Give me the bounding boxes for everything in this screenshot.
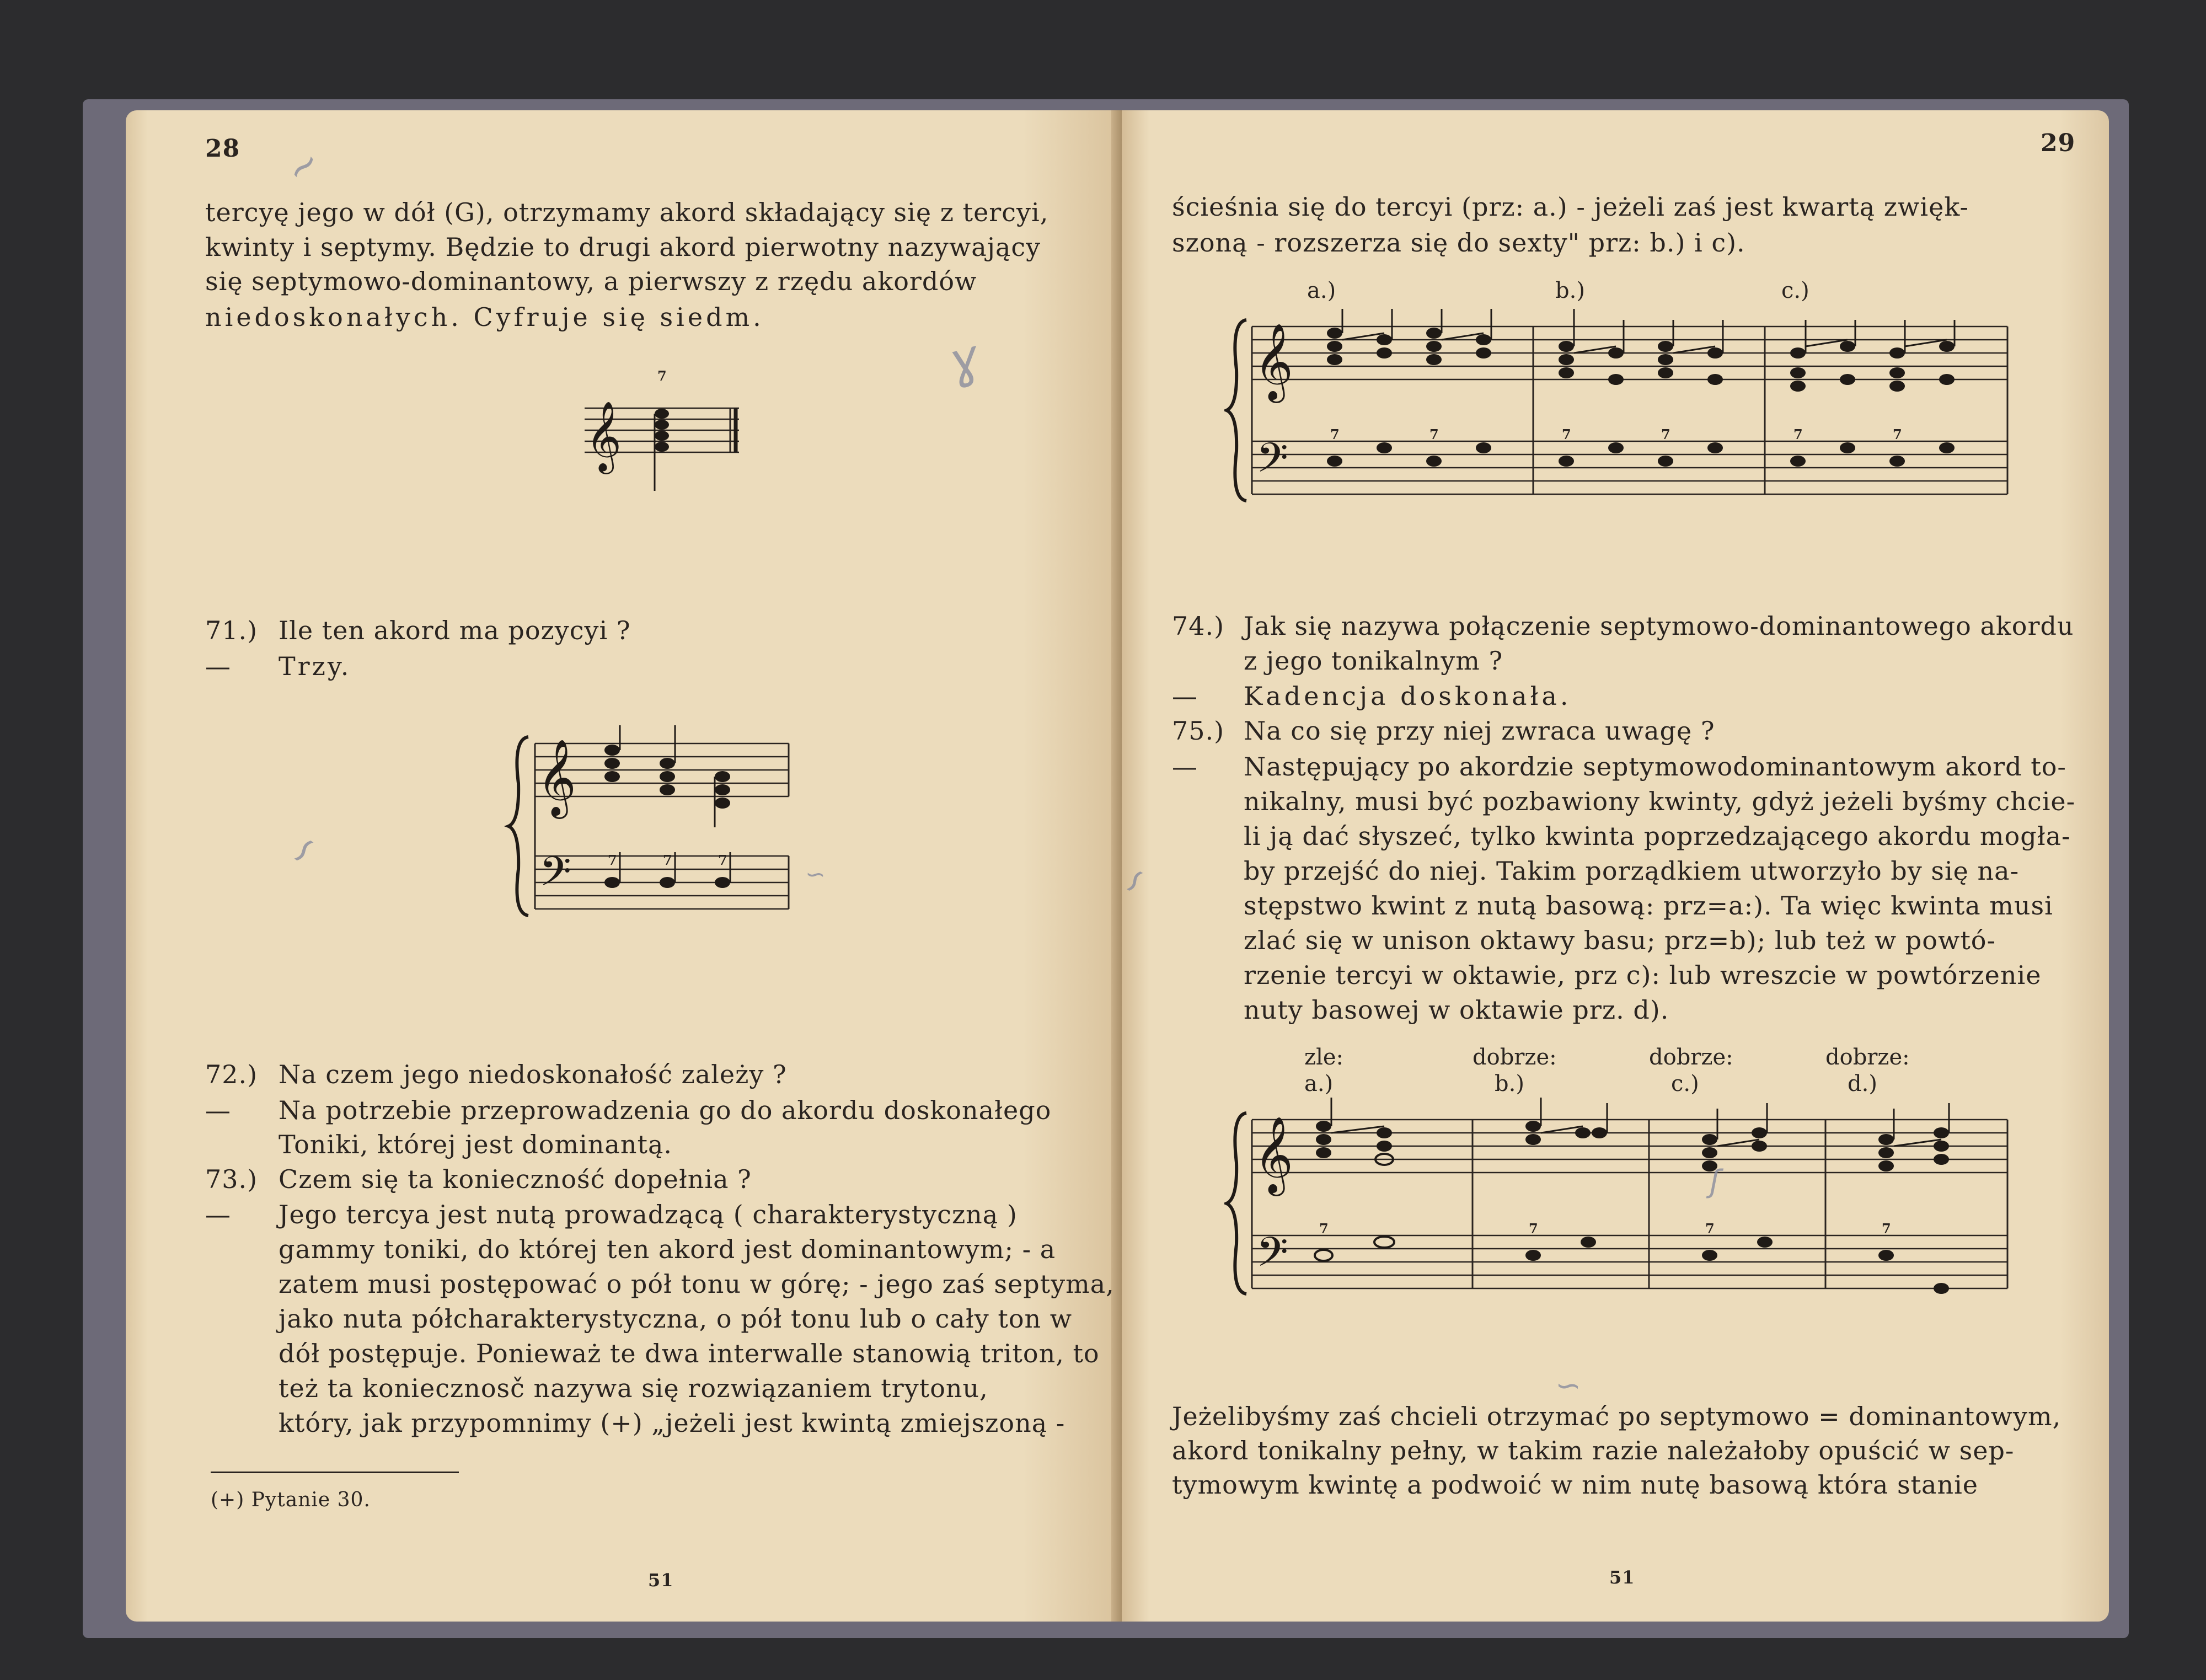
q73-answer-line-4: jako nuta półcharakterystyczna, o pół tonu lub o cały ton w	[279, 1304, 1073, 1334]
q72-answer-line-1: Na potrzebie przeprowadzenia go do akordu doskonałego	[279, 1095, 1052, 1125]
q73-answer-line-2: gammy toniki, do której ten akord jest dominantowym; - a	[279, 1234, 1056, 1264]
pencil-annotation: ʃ	[1710, 1164, 1720, 1200]
q75-answer-line-5: stępstwo kwint z nutą basową: prz=a:). Ta więc kwinta musi	[1244, 891, 2053, 921]
right-bottom-line-2: akord tonikalny pełny, w takim razie należałoby opuścić w sep-	[1172, 1436, 2015, 1465]
footnote: (+) Pytanie 30.	[211, 1489, 371, 1511]
right-bottom-line-3: tymowym kwintę a podwoić w nim nutę basową która stanie	[1172, 1470, 1979, 1500]
q74-answer: Kadencja doskonała.	[1244, 681, 1572, 711]
q75-answer-line-2: nikalny, musi być pozbawiony kwinty, gdyż jeżeli byśmy chcie-	[1244, 787, 2076, 816]
right-bottom-line-1: Jeżelibyśmy zaś chcieli otrzymać po septymowo = dominantowym,	[1172, 1401, 2062, 1431]
q72-answer-line-2: Toniki, której jest dominantą.	[279, 1130, 673, 1159]
svg-text:7: 7	[718, 852, 727, 868]
svg-text:7: 7	[1793, 426, 1803, 442]
q75-answer-line-1: Następujący po akordzie septymowodominantowym akord to-	[1244, 752, 2066, 782]
example1-label-c: c.)	[1781, 278, 1809, 303]
svg-text:7: 7	[1319, 1221, 1329, 1237]
svg-text:𝄢: 𝄢	[1256, 434, 1288, 492]
music-example-tritone-resolution	[1224, 276, 2030, 518]
svg-text:7: 7	[1893, 426, 1902, 442]
svg-text:𝄞: 𝄞	[586, 400, 622, 471]
pencil-annotation: ~	[276, 138, 330, 194]
pencil-annotation: ɣ	[941, 328, 986, 392]
left-intro-line-2: kwinty i septymy. Będzie to drugi akord pierwotny nazywający	[205, 232, 1041, 262]
q74-number: 74.)	[1172, 611, 1225, 641]
pencil-annotation: ∽	[805, 860, 826, 889]
example2-label-a-top: zle:	[1304, 1045, 1344, 1070]
q71-dash: —	[205, 651, 231, 681]
example1-label-b: b.)	[1555, 278, 1585, 303]
example2-label-b-top: dobrze:	[1473, 1045, 1557, 1070]
svg-text:7: 7	[1562, 426, 1571, 442]
svg-text:𝄞: 𝄞	[1254, 323, 1293, 400]
svg-text:7: 7	[1429, 426, 1439, 442]
svg-text:𝄞: 𝄞	[537, 739, 576, 816]
q75-answer-line-8: nuty basowej w oktawie prz. d).	[1244, 995, 1669, 1025]
q72-number: 72.)	[205, 1060, 258, 1089]
footnote-rule	[211, 1472, 459, 1473]
q74-dash: —	[1172, 681, 1198, 711]
q72-dash: —	[205, 1095, 231, 1125]
q72-question: Na czem jego niedoskonałość zależy ?	[279, 1060, 787, 1089]
q74-question-line-1: Jak się nazywa połączenie septymowo-dominantowego akordu	[1244, 611, 2074, 641]
svg-text:𝄢: 𝄢	[1256, 1228, 1288, 1286]
example1-label-a: a.)	[1307, 278, 1336, 303]
svg-text:7: 7	[1330, 426, 1340, 442]
q73-answer-line-3: zatem musi postępować o pół tonu w górę; - jego zaś septyma,	[279, 1269, 1115, 1299]
bottom-number-left: 51	[648, 1570, 674, 1591]
q71-question: Ile ten akord ma pozycyi ?	[279, 616, 631, 645]
q73-answer-line-5: dół postępuje. Ponieważ te dwa interwalle stanowią triton, to	[279, 1339, 1100, 1368]
svg-text:7: 7	[1705, 1221, 1715, 1237]
music-example-single-chord	[574, 364, 750, 502]
q75-question: Na co się przy niej zwraca uwagę ?	[1244, 716, 1715, 746]
svg-text:7: 7	[663, 852, 672, 868]
example2-label-d-sub: d.)	[1848, 1071, 1877, 1096]
example2-label-a-sub: a.)	[1304, 1071, 1334, 1096]
q71-number: 71.)	[205, 616, 258, 645]
example2-label-c-top: dobrze:	[1649, 1045, 1733, 1070]
pencil-annotation: ∽	[1109, 858, 1160, 904]
right-top-line-1: ścieśnia się do tercyi (prz: a.) - jeżeli zaś jest kwartą zwięk-	[1172, 192, 1969, 222]
music-example-three-positions	[496, 717, 805, 938]
svg-text:𝄢: 𝄢	[539, 848, 571, 906]
svg-text:7: 7	[1882, 1221, 1891, 1237]
q75-answer-line-7: rzenie tercyi w oktawie, prz c): lub wreszcie w powtórzenie	[1244, 960, 2042, 990]
pencil-annotation: ∽	[275, 823, 331, 876]
left-intro-line-1: tercyę jego w dół (G), otrzymamy akord składający się z tercyi,	[205, 197, 1049, 227]
q73-answer-line-7: który, jak przypomnimy (+) „jeżeli jest kwintą zmiejszoną -	[279, 1408, 1065, 1438]
q73-answer-line-1: Jego tercya jest nutą prowadzącą ( charakterystyczną )	[279, 1200, 1018, 1229]
svg-text:7: 7	[1529, 1221, 1538, 1237]
example2-label-b-sub: b.)	[1495, 1071, 1524, 1096]
example2-label-c-sub: c.)	[1671, 1071, 1699, 1096]
svg-text:7: 7	[608, 852, 617, 868]
page-number-right: 29	[2041, 129, 2076, 157]
q75-dash: —	[1172, 752, 1198, 782]
page-number-left: 28	[205, 135, 240, 163]
left-intro-line-4: niedoskonałych. Cyfruje się siedm.	[205, 302, 764, 332]
q75-answer-line-6: zlać się w unison oktawy basu; prz=b); lub też w powtó-	[1244, 925, 1996, 955]
right-top-line-2: szoną - rozszerza się do sexty" prz: b.) i c).	[1172, 228, 1745, 258]
q73-dash: —	[205, 1200, 231, 1229]
svg-text:𝄞: 𝄞	[1254, 1116, 1293, 1193]
q75-number: 75.)	[1172, 716, 1225, 746]
q75-answer-line-3: li ją dać słyszeć, tylko kwinta poprzedzającego akordu mogła-	[1244, 821, 2071, 851]
pencil-annotation: ∽	[1555, 1368, 1581, 1404]
bottom-number-right: 51	[1609, 1567, 1635, 1588]
q73-answer-line-6: też ta koniecznosč nazywa się rozwiązaniem trytonu,	[279, 1373, 988, 1403]
svg-text:7: 7	[1661, 426, 1670, 442]
q73-question: Czem się ta konieczność dopełnia ?	[279, 1164, 752, 1194]
example2-label-d-top: dobrze:	[1825, 1045, 1910, 1070]
q73-number: 73.)	[205, 1164, 258, 1194]
q75-answer-line-4: by przejść do niej. Takim porządkiem utworzyło by się na-	[1244, 856, 2020, 886]
figure-seven: 7	[657, 368, 667, 384]
q74-question-line-2: z jego tonikalnym ?	[1244, 646, 1503, 676]
left-intro-line-3: się septymowo-dominantowy, a pierwszy z rzędu akordów	[205, 266, 977, 296]
music-example-cadence-doubling	[1224, 1042, 2030, 1313]
q71-answer: Trzy.	[279, 651, 351, 681]
